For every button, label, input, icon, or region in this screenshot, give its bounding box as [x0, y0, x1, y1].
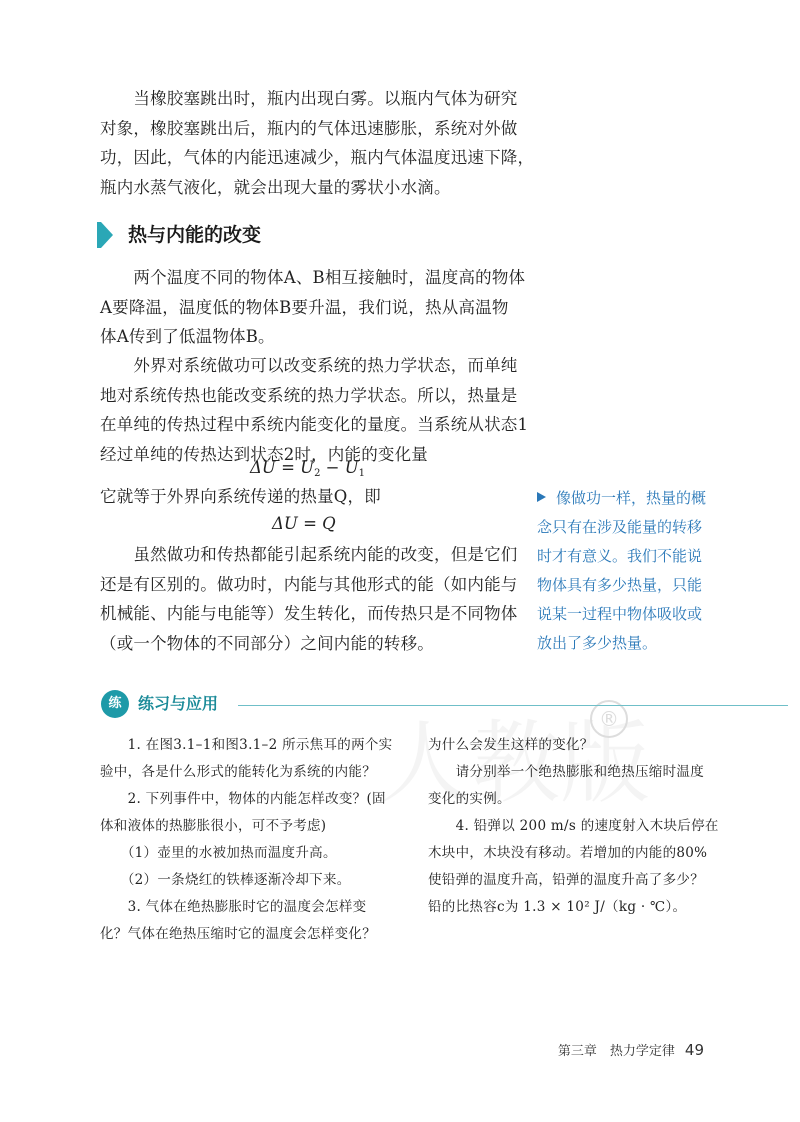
exercise-line: 请分别举一个绝热膨胀和绝热压缩时温度	[428, 764, 704, 780]
exercise-line: 变化的实例。	[428, 791, 511, 807]
chapter-label: 第三章 热力学定律	[557, 1044, 675, 1059]
exercise-line: 化？气体在绝热压缩时它的温度会怎样变化？	[100, 926, 376, 942]
paragraph-heat-transfer	[100, 263, 525, 352]
exercise-line: （1）壶里的水被加热而温度升高。	[100, 845, 337, 861]
exercise-title: 练习与应用	[138, 694, 219, 713]
eq-sub2: 2	[314, 468, 321, 479]
paragraph-work-and-heat	[100, 351, 528, 469]
side-note	[537, 484, 706, 658]
exercise-line: 铅的比热容c为 1.3 × 10² J/（kg · ℃）。	[428, 899, 687, 915]
text-line: 机械能、内能与电能等）发生转化，而传热只是不同物体	[100, 604, 518, 623]
eq-lhs: ΔU	[250, 458, 276, 477]
exercise-divider	[238, 705, 788, 706]
text-line: 物体具有多少热量，只能	[537, 576, 703, 594]
exercise-line: 体和液体的热膨胀很小，可不予考虑)	[100, 818, 327, 834]
equation-delta-u	[250, 458, 365, 479]
eq-minus: −	[320, 458, 345, 477]
eq-sign: =	[275, 458, 301, 477]
exercise-icon: 练	[101, 690, 129, 718]
exercise-line: 为什么会发生这样的变化？	[428, 737, 594, 753]
text-line: 放出了多少热量。	[537, 634, 658, 652]
page-number: 49	[684, 1041, 704, 1059]
text-line: 当橡胶塞跳出时，瓶内出现白雾。以瓶内气体为研究	[100, 89, 518, 108]
intro-paragraph	[100, 84, 535, 202]
text-line: 地对系统传热也能改变系统的热力学状态。所以，热量是	[100, 385, 518, 405]
text-line: 瓶内水蒸气液化，就会出现大量的雾状小水滴。	[100, 177, 451, 197]
equation-delta-u-q: ΔU = Q	[272, 514, 336, 533]
text-line: 经过单纯的传热达到状态2时，内能的变化量	[100, 444, 428, 464]
page-footer	[558, 1040, 704, 1062]
exercise-line: 验中，各是什么形式的能转化为系统的内能？	[100, 764, 376, 780]
text-line: 对象，橡胶塞跳出后，瓶内的气体迅速膨胀，系统对外做	[100, 118, 518, 138]
text-line: 在单纯的传热过程中系统内能变化的量度。当系统从状态1	[100, 415, 529, 434]
eq-u2: U	[300, 458, 315, 477]
paragraph-heat-quantity: 它就等于外界向系统传递的热量Q，即	[100, 487, 381, 506]
eq-u1: U	[344, 458, 359, 477]
text-line: （或一个物体的不同部分）之间内能的转移。	[100, 633, 434, 653]
exercise-line: 4. 铅弹以 200 m/s 的速度射入木块后停在	[428, 818, 719, 834]
text-line: 像做功一样，热量的概	[537, 484, 706, 513]
exercise-line: 2. 下列事件中，物体的内能怎样改变？(固	[100, 791, 386, 807]
exercise-line: 使铅弹的温度升高，铅弹的温度升高了多少？	[428, 872, 704, 888]
text-line: 说某一过程中物体吸收或	[537, 605, 703, 623]
text-line: 念只有在涉及能量的转移	[537, 518, 703, 536]
section-marker-arrow-icon	[101, 222, 113, 248]
exercise-column-right	[428, 732, 719, 921]
exercise-line: 1. 在图3.1–1和图3.1–2 所示焦耳的两个实	[100, 737, 393, 753]
exercise-line: （2）一条烧红的铁棒逐渐冷却下来。	[100, 872, 351, 888]
text-line: A要降温，温度低的物体B要升温，我们说，热从高温物	[100, 297, 509, 317]
exercise-line: 3. 气体在绝热膨胀时它的温度会怎样变	[100, 899, 367, 915]
exercise-column-left	[100, 732, 392, 948]
text-line: 体A传到了低温物体B。	[100, 327, 275, 346]
exercise-line: 木块中，木块没有移动。若增加的内能的80%	[428, 845, 708, 861]
note-arrow-icon	[537, 492, 546, 502]
registered-mark-icon: ®	[590, 700, 628, 738]
text-line: 功，因此，气体的内能迅速减少，瓶内气体温度迅速下降，	[100, 148, 535, 167]
section-title: 热与内能的改变	[128, 224, 262, 246]
text-line: 两个温度不同的物体A、B相互接触时，温度高的物体	[100, 268, 526, 287]
paragraph-difference	[100, 540, 518, 658]
text-line: 外界对系统做功可以改变系统的热力学状态，而单纯	[100, 356, 518, 375]
text-line: 还是有区别的。做功时，内能与其他形式的能（如内能与	[100, 574, 518, 594]
text-line: 虽然做功和传热都能引起系统内能的改变，但是它们	[100, 545, 518, 564]
eq-sub1: 1	[358, 468, 366, 479]
text-line: 时才有意义。我们不能说	[537, 547, 703, 565]
